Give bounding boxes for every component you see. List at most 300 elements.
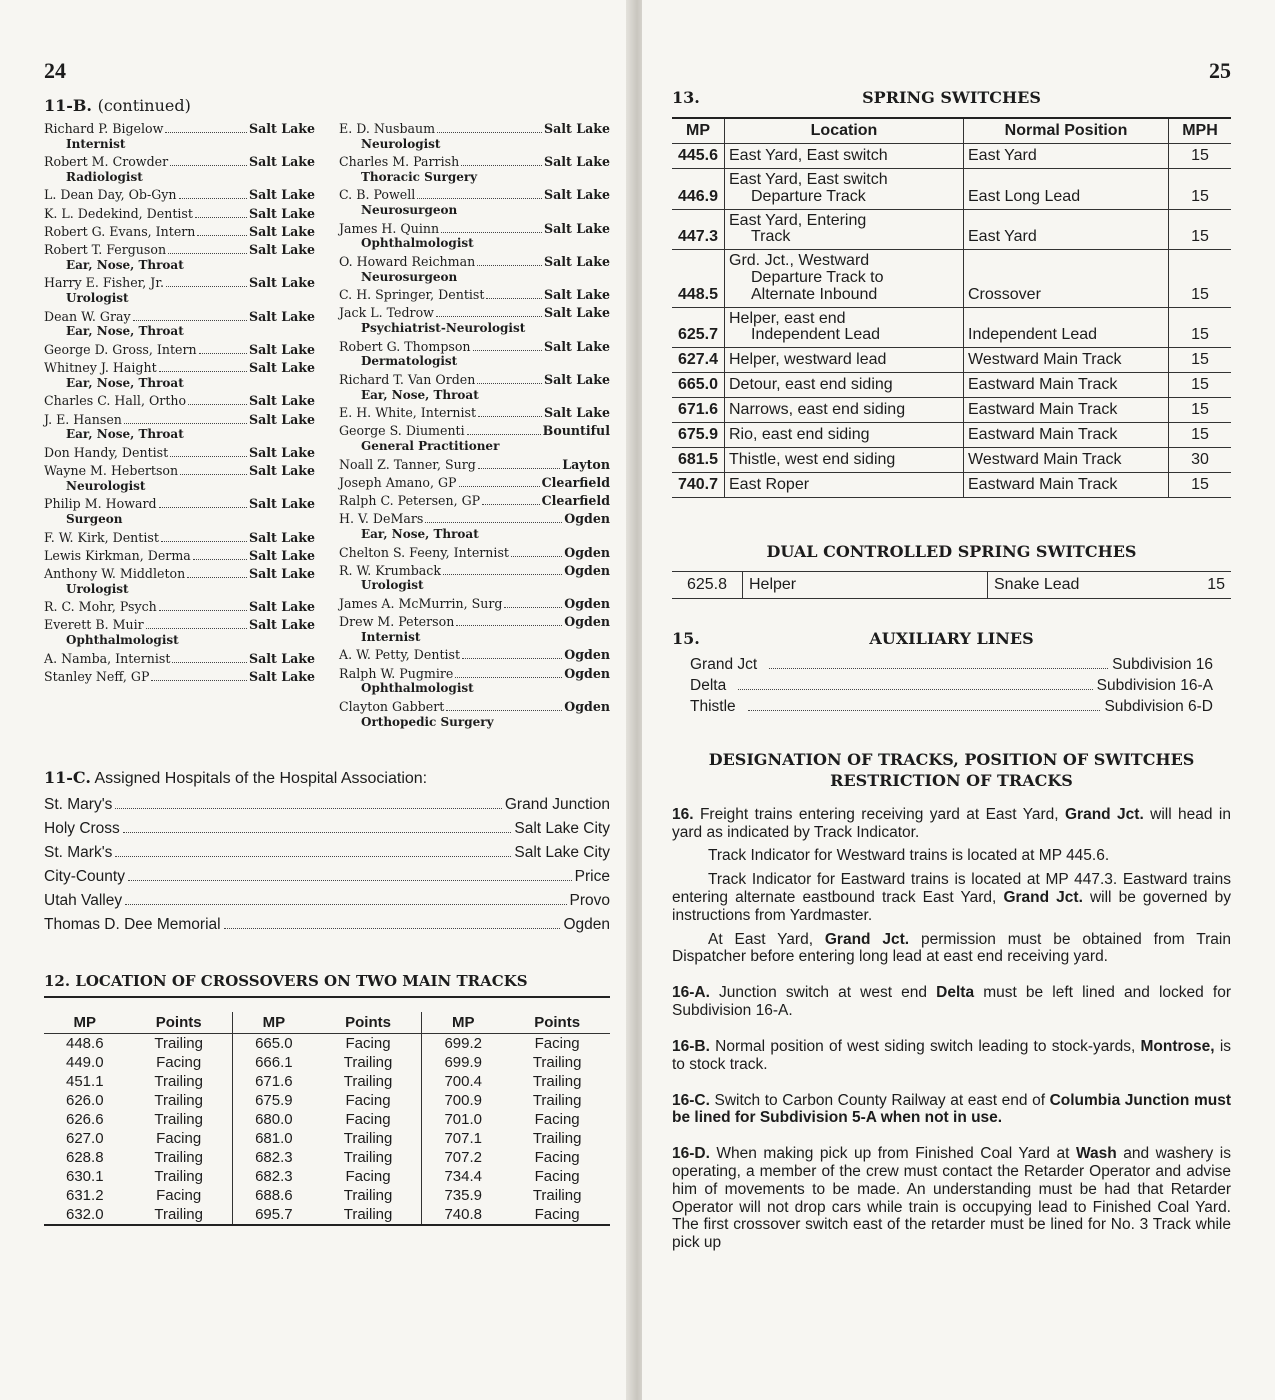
mp-cell: 449.0	[66, 1054, 104, 1072]
table-row	[672, 307, 1231, 348]
position-cell: East Yard	[964, 209, 1169, 250]
mp-cell: 681.5	[672, 448, 725, 473]
doctor-city: Salt Lake	[249, 617, 315, 633]
mp-cell: 675.9	[672, 423, 725, 448]
location-line: Narrows, east end siding	[729, 401, 906, 419]
table-row	[672, 348, 1231, 373]
dot-leader	[738, 689, 1092, 690]
doctor-city: Salt Lake	[249, 411, 315, 427]
points-cell: Trailing	[343, 1187, 393, 1205]
table-row	[672, 473, 1231, 498]
doctor-line	[339, 423, 610, 439]
dot-leader	[417, 198, 542, 199]
section-title: SPRING SWITCHES	[862, 88, 1041, 107]
table-row	[672, 144, 1231, 169]
doctor-city: Clearfield	[541, 474, 610, 490]
dot-leader	[124, 423, 247, 424]
mp-cell: 688.6	[232, 1186, 315, 1205]
doctor-entry	[44, 224, 315, 240]
doctor-name: Charles C. Hall, Ortho	[44, 393, 187, 409]
mph-cell: 15	[1169, 250, 1232, 307]
place-name: Montrose,	[1140, 1037, 1215, 1055]
dot-leader	[478, 416, 542, 417]
mp-cell: 735.9	[422, 1186, 505, 1205]
rule-text: and washery is operating, a member of the crew must contact the Retarder Operator and advise him of movements to be made. An understanding must be had that Retarder Operator will not drop cars while train is occupying lead to Finished Coal Yard. The first crossover switch east of the retarder must be lined for No. 3 Track while pick up	[672, 1145, 1231, 1252]
doctor-name: Charles M. Parrish	[339, 154, 460, 170]
doctor-line	[44, 187, 315, 203]
doctor-city: Salt Lake	[249, 205, 315, 221]
dual-controlled-table	[672, 571, 1231, 599]
doctor-name: E. D. Nusbaum	[339, 121, 436, 136]
rule-16b	[672, 1038, 1231, 1074]
dot-leader	[159, 507, 247, 508]
hospital-row	[44, 892, 610, 910]
location-cell: Helper	[743, 572, 988, 599]
dot-leader	[188, 404, 247, 405]
dot-leader	[224, 928, 561, 929]
dot-leader	[462, 658, 562, 659]
rule-text: must be left lined and locked for Subdivision 16-A.	[672, 984, 1231, 1020]
doctor-line	[44, 309, 315, 325]
mp-cell: 666.1	[232, 1053, 315, 1072]
subdivision: Subdivision 16-A	[1096, 677, 1213, 695]
doctor-name: Joseph Amano, GP	[339, 474, 457, 490]
doctor-specialty: Urologist	[66, 291, 129, 306]
doctor-line	[44, 275, 315, 291]
table-row	[672, 572, 1231, 599]
doctor-specialty: Ear, Nose, Throat	[66, 427, 184, 442]
doctor-line	[339, 339, 610, 355]
position-cell: Independent Lead	[964, 307, 1169, 348]
dot-leader	[456, 625, 562, 626]
doctor-specialty: Ear, Nose, Throat	[66, 375, 184, 390]
doctor-name: Dean W. Gray	[44, 308, 131, 324]
designation-heading	[672, 750, 1231, 792]
doctor-line	[339, 511, 610, 527]
hospital-row	[44, 868, 610, 886]
location-cell	[725, 473, 964, 498]
doctor-entry	[339, 423, 610, 454]
doctor-city: Ogden	[564, 511, 610, 527]
dot-leader	[769, 668, 1108, 669]
doctor-city: Salt Lake	[249, 496, 315, 512]
table-row	[44, 1091, 610, 1110]
doctor-city: Ogden	[564, 544, 610, 560]
mp-cell: 675.9	[232, 1091, 315, 1110]
doctor-name: R. C. Mohr, Psych	[44, 599, 157, 615]
mph-cell: 15	[1207, 576, 1225, 594]
hospital-name: St. Mary's	[44, 796, 113, 814]
mph-cell: 15	[1169, 348, 1232, 373]
table-row	[672, 448, 1231, 473]
doctor-city: Ogden	[564, 665, 610, 681]
hospital-name: Holy Cross	[44, 820, 120, 838]
doctor-city: Salt Lake	[249, 463, 315, 479]
doctor-entry	[44, 412, 315, 443]
doctor-name: C. B. Powell	[339, 187, 416, 203]
doctor-city: Salt Lake	[249, 444, 315, 460]
doctor-entry	[339, 596, 610, 612]
doctor-entry	[339, 405, 610, 421]
doctor-specialty: Ophthalmologist	[66, 633, 179, 648]
doctor-specialty: Internist	[361, 629, 421, 644]
col-points: Points	[504, 1012, 610, 1034]
points-cell: Trailing	[532, 1073, 582, 1091]
section-11c-heading	[44, 768, 610, 788]
doctor-line	[44, 651, 315, 667]
location-line: Detour, east end siding	[729, 376, 893, 394]
doctor-name: Whitney J. Haight	[44, 360, 157, 376]
points-cell: Trailing	[532, 1092, 582, 1110]
rule-16-westward-indicator: Track Indicator for Westward trains is located at MP 445.6.	[708, 847, 1110, 865]
page-number: 24	[44, 58, 66, 83]
doctor-line	[44, 566, 315, 582]
doctor-specialty: Thoracic Surgery	[361, 169, 478, 184]
doctor-specialty: Ear, Nose, Throat	[66, 257, 184, 272]
mp-cell: 682.3	[232, 1167, 315, 1186]
mp-cell: 682.3	[232, 1148, 315, 1167]
dot-leader	[446, 710, 562, 711]
dot-leader	[168, 253, 247, 254]
doctor-line	[339, 305, 610, 321]
location-cell	[725, 307, 964, 348]
doctor-specialty: Ophthalmologist	[361, 681, 474, 696]
doctor-name: James H. Quinn	[339, 220, 440, 236]
doctor-line	[44, 669, 315, 685]
dot-leader	[437, 132, 542, 133]
doctor-entry	[339, 647, 610, 663]
mp-cell: 701.0	[422, 1110, 505, 1129]
hospital-city: Price	[574, 868, 610, 886]
doctor-entry	[339, 154, 610, 185]
hospital-name: St. Mark's	[44, 844, 113, 862]
mph-cell: 15	[1169, 307, 1232, 348]
rule-16c	[672, 1092, 1231, 1128]
auxiliary-row	[690, 677, 1213, 695]
doctor-city: Salt Lake	[249, 275, 315, 291]
points-cell: Facing	[345, 1111, 391, 1129]
mp-cell: 740.8	[422, 1205, 505, 1225]
rule-number: 16-C.	[672, 1091, 710, 1109]
doctor-city: Salt Lake	[249, 360, 315, 376]
dot-leader	[748, 710, 1101, 711]
dot-leader	[180, 474, 247, 475]
doctor-name: A. Namba, Internist	[44, 650, 171, 666]
doctor-line	[44, 242, 315, 258]
doctor-name: George D. Gross, Intern	[44, 341, 197, 357]
table-row	[44, 1129, 610, 1148]
location-line: East Yard, East switch	[729, 171, 888, 188]
mp-cell: 446.9	[672, 169, 725, 210]
doctor-column-2	[339, 121, 610, 732]
position-cell: Eastward Main Track	[964, 423, 1169, 448]
position-cell: Snake Lead	[994, 576, 1080, 594]
points-cell: Trailing	[154, 1111, 203, 1129]
heading-line: DESIGNATION OF TRACKS, POSITION OF SWITCHES	[708, 750, 1195, 770]
dot-leader	[151, 680, 247, 681]
doctor-entry	[44, 617, 315, 648]
doctor-city: Salt Lake	[249, 668, 315, 684]
doctor-name: K. L. Dedekind, Dentist	[44, 205, 193, 221]
points-cell: Trailing	[343, 1054, 393, 1072]
doctor-city: Ogden	[564, 595, 610, 611]
dot-leader	[193, 559, 247, 560]
mp-cell: 681.0	[232, 1129, 315, 1148]
points-cell: Facing	[504, 1205, 610, 1225]
doctor-city: Layton	[562, 456, 610, 472]
mp-cell: 665.0	[232, 1034, 315, 1054]
doctor-line	[44, 412, 315, 428]
dot-leader	[133, 320, 247, 321]
col-normal-position: Normal Position	[964, 118, 1169, 144]
doctor-name: O. Howard Reichman	[339, 253, 476, 269]
mp-cell: 680.0	[232, 1110, 315, 1129]
doctor-specialty: Psychiatrist-Neurologist	[361, 321, 526, 336]
doctor-line	[44, 121, 315, 137]
doctor-specialty: Dermatologist	[361, 354, 458, 369]
doctor-entry	[44, 669, 315, 685]
rule-text: Track Indicator for Eastward trains is located at MP 447.3. Eastward trains entering alternate eastbound track East Yard,	[672, 871, 1231, 907]
doctor-city: Salt Lake	[249, 599, 315, 615]
mp-cell: 699.9	[422, 1053, 505, 1072]
table-header-row	[44, 1012, 610, 1034]
rule-text: Normal position of west siding switch leading to stock-yards,	[709, 1037, 1141, 1055]
dot-leader	[473, 350, 542, 351]
mp-cell: 671.6	[232, 1072, 315, 1091]
dot-leader	[467, 434, 541, 435]
hospital-city: Salt Lake City	[514, 820, 610, 838]
location-cell	[725, 348, 964, 373]
mp-cell: 625.8	[672, 572, 743, 599]
doctor-entry	[339, 614, 610, 645]
doctor-name: Robert G. Thompson	[339, 338, 471, 354]
doctor-line	[339, 563, 610, 579]
position-cell: Eastward Main Track	[964, 473, 1169, 498]
col-mp: MP	[44, 1012, 126, 1034]
doctor-line	[44, 393, 315, 409]
location-line: East Roper	[729, 476, 810, 494]
doctor-specialty: Ophthalmologist	[361, 236, 474, 251]
points-cell: Facing	[156, 1187, 202, 1205]
doctor-entry	[44, 309, 315, 340]
points-cell: Trailing	[343, 1073, 393, 1091]
doctor-entry	[44, 445, 315, 461]
doctor-specialty: Surgeon	[66, 512, 123, 527]
mp-cell: 628.8	[66, 1149, 104, 1167]
doctor-line	[44, 463, 315, 479]
rule-text: must be lined for Subdivision 5-A when not in use.	[672, 1091, 1231, 1127]
doctor-line	[44, 206, 315, 222]
rule-16d	[672, 1145, 1231, 1252]
doctor-line	[339, 221, 610, 237]
mp-cell: 445.6	[672, 144, 725, 169]
location-line: Alternate Inbound	[751, 285, 878, 303]
dot-leader	[199, 353, 247, 354]
doctor-city: Salt Lake	[249, 154, 315, 170]
doctor-entry	[339, 287, 610, 303]
location-line: Helper, westward lead	[729, 351, 887, 369]
location-line: Departure Track to	[751, 268, 884, 286]
section-15-heading	[672, 629, 1231, 648]
points-cell: Facing	[534, 1111, 580, 1129]
points-cell: Trailing	[343, 1149, 393, 1167]
position-cell: Crossover	[964, 250, 1169, 307]
points-cell: Facing	[156, 1054, 202, 1072]
doctor-name: L. Dean Day, Ob-Gyn	[44, 187, 177, 203]
doctor-entry	[339, 563, 610, 594]
location-line: Thistle, west end siding	[729, 451, 896, 469]
mp-cell: 665.0	[672, 373, 725, 398]
doctor-specialty: Neurologist	[66, 478, 146, 493]
rule-16	[672, 806, 1231, 842]
doctor-city: Salt Lake	[544, 154, 610, 170]
location-cell	[725, 423, 964, 448]
doctor-name: E. H. White, Internist	[339, 405, 477, 421]
mp-cell: 625.7	[672, 307, 725, 348]
doctor-entry	[339, 187, 610, 218]
doctor-entry	[339, 372, 610, 403]
table-row	[672, 398, 1231, 423]
doctor-entry	[44, 530, 315, 546]
mp-cell: 707.1	[422, 1129, 505, 1148]
doctor-city: Ogden	[564, 698, 610, 714]
doctor-line	[339, 647, 610, 663]
doctor-name: Wayne M. Hebertson	[44, 463, 179, 479]
doctor-name: Robert G. Evans, Intern	[44, 223, 196, 239]
doctor-entry	[339, 511, 610, 542]
location-cell	[725, 250, 964, 307]
table-row	[672, 169, 1231, 210]
mp-cell: 699.2	[422, 1034, 505, 1054]
doctor-city: Salt Lake	[544, 187, 610, 203]
table-row	[44, 1167, 610, 1186]
doctor-line	[44, 548, 315, 564]
doctor-line	[339, 614, 610, 630]
dot-leader	[165, 132, 247, 133]
doctor-line	[339, 372, 610, 388]
doctor-line	[339, 699, 610, 715]
doctor-specialty: Neurosurgeon	[361, 269, 458, 284]
doctor-entry	[44, 206, 315, 222]
doctor-city: Clearfield	[541, 493, 610, 509]
doctor-entry	[339, 699, 610, 730]
doctor-line	[44, 224, 315, 240]
points-cell: Trailing	[532, 1054, 582, 1072]
dot-leader	[195, 217, 247, 218]
location-cell	[725, 373, 964, 398]
section-11b-heading	[44, 96, 610, 115]
dot-leader	[125, 904, 566, 905]
doctor-name: F. W. Kirk, Dentist	[44, 529, 159, 545]
table-row	[44, 1072, 610, 1091]
mph-cell: 15	[1169, 373, 1232, 398]
doctor-name: Lewis Kirkman, Derma	[44, 547, 191, 563]
doctor-line	[339, 287, 610, 303]
points-cell: Trailing	[532, 1130, 582, 1148]
doctor-entry	[44, 242, 315, 273]
doctor-name: Ralph W. Pugmire	[339, 665, 454, 681]
mp-cell: 632.0	[44, 1205, 126, 1225]
place-name: Grand Jct.	[824, 930, 910, 948]
doctor-name: Harry E. Fisher, Jr.	[44, 275, 164, 291]
doctor-city: Salt Lake	[544, 338, 610, 354]
spring-switches-table	[672, 117, 1231, 498]
page-number: 25	[1209, 58, 1231, 83]
doctor-entry	[44, 154, 315, 185]
rule-number: 16-B.	[672, 1037, 710, 1055]
doctor-name: Ralph C. Petersen, GP	[339, 493, 481, 509]
rule-number: 16.	[672, 805, 694, 823]
doctor-name: Jack L. Tedrow	[339, 305, 434, 321]
mp-cell: 700.4	[422, 1072, 505, 1091]
dot-leader	[170, 165, 247, 166]
place-name: Grand Jct.	[1003, 889, 1083, 907]
place-name: Columbia Junction	[1049, 1091, 1190, 1109]
doctor-specialty: Internist	[66, 136, 126, 151]
doctor-line	[339, 254, 610, 270]
doctor-specialty: Neurologist	[361, 136, 441, 151]
section-number: 11-C.	[44, 768, 91, 788]
table-row	[672, 423, 1231, 448]
location-line: Independent Lead	[751, 326, 881, 344]
dual-controlled-heading: DUAL CONTROLLED SPRING SWITCHES	[766, 542, 1137, 562]
doctor-column-1	[44, 121, 315, 732]
hospital-city: Grand Junction	[504, 796, 610, 814]
doctor-entry	[44, 651, 315, 667]
doctor-name: Noall Z. Tanner, Surg	[339, 456, 476, 472]
doctor-specialty: Urologist	[66, 581, 129, 596]
doctor-city: Salt Lake	[249, 223, 315, 239]
rule-text: Freight trains entering receiving yard at East Yard,	[693, 805, 1065, 823]
mph-cell: 15	[1169, 169, 1232, 210]
location-cell	[725, 144, 964, 169]
location-line: Grd. Jct., Westward	[729, 252, 870, 270]
dot-leader	[443, 574, 562, 575]
dot-leader	[477, 383, 542, 384]
rule-16-eastward-indicator	[672, 871, 1231, 924]
col-mp: MP	[422, 1012, 505, 1034]
table-header-row	[672, 118, 1231, 144]
rule-number: 16-D.	[672, 1145, 710, 1163]
points-cell: Trailing	[154, 1073, 203, 1091]
points-cell: Facing	[345, 1092, 391, 1110]
page-24	[0, 0, 632, 1400]
doctor-name: R. W. Krumback	[339, 562, 441, 578]
mph-cell: 15	[1169, 144, 1232, 169]
dot-leader	[459, 486, 540, 487]
location-cell	[725, 398, 964, 423]
doctor-entry	[44, 463, 315, 494]
hospital-row	[44, 916, 610, 934]
table-row	[44, 1205, 610, 1225]
doctor-entry	[44, 187, 315, 203]
place-name: Grand Jct.	[1065, 805, 1144, 823]
doctor-list	[44, 121, 610, 732]
mp-cell: 671.6	[672, 398, 725, 423]
points-cell: Facing	[534, 1035, 580, 1053]
dot-leader	[461, 165, 542, 166]
mp-cell: 734.4	[422, 1167, 505, 1186]
section-title: Assigned Hospitals of the Hospital Association:	[94, 770, 428, 788]
section-12-heading: 12. LOCATION OF CROSSOVERS ON TWO MAIN TRACKS	[44, 972, 610, 998]
table-row	[44, 1148, 610, 1167]
dot-leader	[170, 456, 247, 457]
table-row	[672, 209, 1231, 250]
doctor-line	[339, 154, 610, 170]
location-line: Departure Track	[751, 187, 866, 205]
doctor-name: Chelton S. Feeny, Internist	[339, 544, 509, 560]
section-number: 15.	[672, 629, 700, 649]
